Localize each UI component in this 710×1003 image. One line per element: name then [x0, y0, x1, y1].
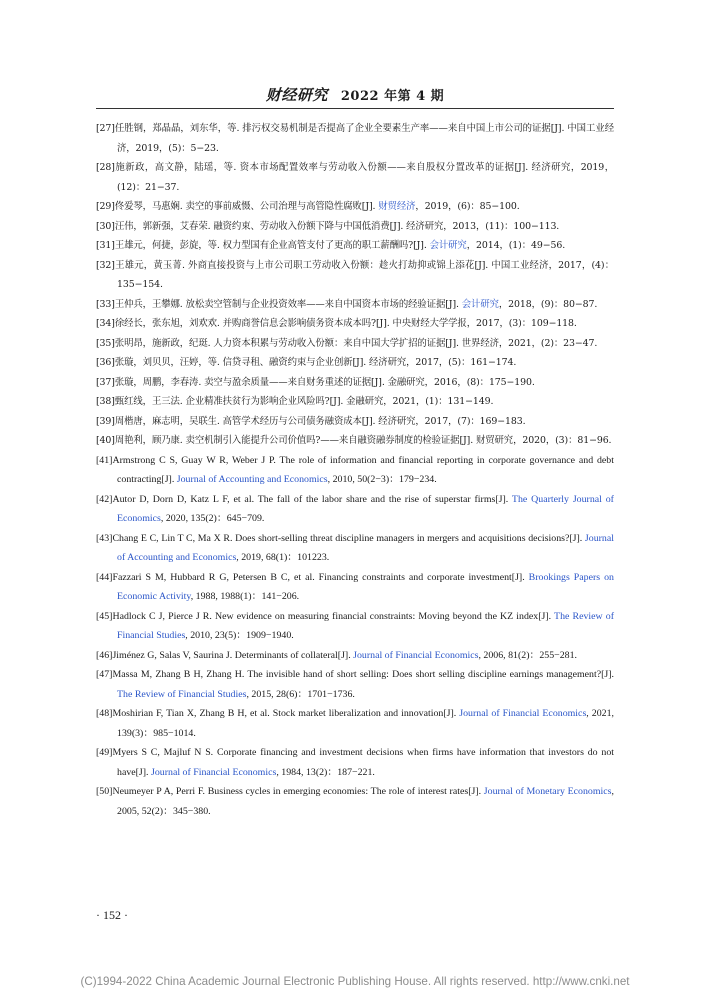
- reference-text: 佟爱琴，马惠娴. 卖空的事前威慑、公司治理与高管隐性腐败[J].: [114, 201, 379, 212]
- journal-link[interactable]: The Review of Financial Studies: [117, 610, 614, 641]
- reference-item: [96, 743, 614, 782]
- reference-citation: , 2010, 50(2−3)：179−234.: [327, 474, 437, 485]
- reference-number: [46]: [96, 649, 113, 661]
- issue-label: 2022 年第 4 期: [340, 89, 445, 104]
- journal-link[interactable]: Journal of Financial Economics: [353, 649, 479, 661]
- journal-name: 财经研究: [265, 86, 328, 104]
- reference-number: [44]: [96, 571, 113, 583]
- reference-number: [37]: [96, 376, 115, 388]
- reference-citation: , 2005, 52(2)：345−380.: [117, 786, 614, 817]
- journal-link[interactable]: Journal of Financial Economics: [151, 766, 277, 778]
- reference-text: 甄红线，王三法. 企业精准扶贫行为影响企业风险吗?[J]. 金融研究，2021，(1)：131−149.: [114, 396, 494, 407]
- reference-number: [42]: [96, 493, 113, 505]
- reference-number: [49]: [96, 747, 113, 758]
- reference-citation: ，2018，(9)：80−87.: [498, 298, 598, 310]
- reference-number: [35]: [96, 337, 115, 349]
- reference-text: Moshirian F, Tian X, Zhang B H, et al. Stock market liberalization and innovation[J].: [112, 708, 460, 719]
- reference-text: 王雄元，黄玉菁. 外商直接投资与上市公司职工劳动收入份额：趁火打劫抑或锦上添花[J]. 中国工业经济，2017，(4)：135−154.: [114, 259, 614, 290]
- reference-item: [96, 119, 614, 158]
- reference-text: 张璇，刘贝贝，汪婷，等. 信贷寻租、融资约束与企业创新[J]. 经济研究，2017，(5)：161−174.: [114, 357, 517, 368]
- reference-item: [96, 665, 614, 704]
- reference-citation: ，2014，(1)：49−56.: [466, 240, 566, 251]
- reference-number: [43]: [96, 532, 113, 544]
- journal-link[interactable]: Journal of Monetary Economics: [483, 786, 612, 797]
- reference-text: 王仲兵，王攀娜. 放松卖空管制与企业投资效率——来自中国资本市场的经验证据[J].: [114, 298, 462, 310]
- reference-number: [39]: [96, 415, 115, 427]
- reference-text: 周楷唐，麻志明，吴联生. 高管学术经历与公司债务融资成本[J]. 经济研究，2017，(7)：169−183.: [114, 415, 526, 427]
- reference-item: [96, 568, 614, 607]
- reference-number: [38]: [96, 396, 115, 407]
- reference-item: [96, 646, 614, 666]
- reference-item: [96, 607, 614, 646]
- reference-text: 汪伟，郭新强，艾春荣. 融资约束、劳动收入份额下降与中国低消费[J]. 经济研究，2013，(11)：100−113.: [114, 220, 560, 232]
- reference-item: [96, 529, 614, 568]
- reference-item: [96, 295, 614, 315]
- reference-text: Hadlock C J, Pierce J R. New evidence on measuring financial constraints: Moving beyond the KZ index[J].: [112, 610, 555, 622]
- reference-text: Myers S C, Majluf N S. Corporate financing and investment decisions when firms have information that investors do not have[J].: [112, 747, 614, 778]
- reference-citation: , 2021, 139(3)：985−1014.: [117, 708, 614, 739]
- reference-number: [48]: [96, 708, 113, 719]
- journal-link[interactable]: Brookings Papers on Economic Activity: [117, 571, 614, 602]
- reference-number: [32]: [96, 259, 115, 271]
- reference-text: 周艳利，顾乃康. 卖空机制引入能提升公司价值吗?——来自融资融券制度的检验证据[J]. 财贸研究，2020，(3)：81−96.: [114, 435, 612, 446]
- reference-text: Chang E C, Lin T C, Ma X R. Does short-selling threat discipline managers in mergers and acquisitions decisions?[J].: [112, 532, 585, 544]
- reference-number: [34]: [96, 318, 115, 329]
- reference-item: [96, 217, 614, 237]
- reference-citation: , 1984, 13(2)：187−221.: [276, 766, 375, 778]
- reference-text: Jiménez G, Salas V, Saurina J. Determinants of collateral[J].: [112, 649, 354, 661]
- reference-text: 任胜钢，郑晶晶，刘东华，等. 排污权交易机制是否提高了企业全要素生产率——来自中国上市公司的证据[J]. 中国工业经济，2019，(5)：5−23.: [114, 123, 614, 154]
- reference-item: [96, 353, 614, 373]
- reference-citation: , 2015, 28(6)：1701−1736.: [246, 688, 355, 700]
- reference-item: [96, 782, 614, 821]
- reference-number: [27]: [96, 123, 115, 134]
- journal-link[interactable]: Journal of Financial Economics: [459, 708, 587, 719]
- reference-number: [30]: [96, 220, 115, 232]
- reference-list: [96, 119, 614, 821]
- reference-item: [96, 197, 614, 217]
- reference-item: [96, 256, 614, 295]
- reference-item: [96, 373, 614, 393]
- journal-link[interactable]: Journal of Accounting and Economics: [117, 532, 614, 563]
- reference-item: [96, 334, 614, 354]
- page-number: · 152 ·: [96, 908, 128, 922]
- reference-text: Massa M, Zhang B H, Zhang H. The invisible hand of short selling: Does short selling discipline earnings management?[J].: [112, 669, 614, 680]
- reference-citation: , 1988, 1988(1)：141−206.: [190, 591, 300, 602]
- reference-citation: , 2019, 68(1)：101223.: [236, 552, 330, 563]
- reference-citation: ，2019，(6)：85−100.: [415, 201, 520, 212]
- reference-text: 张明昂，施新政，纪珽. 人力资本积累与劳动收入份额：来自中国大学扩招的证据[J]. 世界经济，2021，(2)：23−47.: [114, 337, 598, 349]
- journal-link[interactable]: 财贸经济: [378, 201, 416, 212]
- reference-number: [36]: [96, 357, 115, 368]
- reference-item: [96, 412, 614, 432]
- reference-number: [45]: [96, 610, 113, 622]
- reference-citation: , 2020, 135(2)：645−709.: [160, 513, 265, 524]
- reference-number: [28]: [96, 162, 115, 173]
- reference-number: [40]: [96, 435, 115, 446]
- reference-item: [96, 490, 614, 529]
- journal-link[interactable]: 会计研究: [429, 240, 467, 251]
- copyright-footer: (C)1994-2022 China Academic Journal Electronic Publishing House. All rights reserved. http://www.cnki.net: [80, 975, 630, 988]
- reference-text: 施新政，高文静，陆瑶，等. 资本市场配置效率与劳动收入份额——来自股权分置改革的证据[J]. 经济研究，2019，(12)：21−37.: [114, 162, 614, 193]
- journal-link[interactable]: 会计研究: [461, 298, 499, 310]
- header-rule: [96, 108, 614, 109]
- reference-number: [31]: [96, 240, 115, 251]
- reference-text: 王雄元，何捷，彭旋，等. 权力型国有企业高管支付了更高的职工薪酬吗?[J].: [114, 240, 430, 251]
- journal-link[interactable]: The Quarterly Journal of Economics: [117, 493, 614, 524]
- reference-number: [33]: [96, 298, 115, 310]
- reference-item: [96, 236, 614, 256]
- reference-number: [50]: [96, 786, 113, 797]
- running-header: [0, 84, 710, 105]
- reference-item: [96, 704, 614, 743]
- reference-item: [96, 158, 614, 197]
- reference-text: Autor D, Dorn D, Katz L F, et al. The fall of the labor share and the rise of superstar firms[J].: [112, 493, 512, 505]
- reference-item: [96, 392, 614, 412]
- journal-link[interactable]: Journal of Accounting and Economics: [176, 474, 328, 485]
- journal-link[interactable]: The Review of Financial Studies: [117, 688, 247, 700]
- reference-number: [41]: [96, 454, 113, 466]
- reference-text: 张璇，周鹏，李春涛. 卖空与盈余质量——来自财务重述的证据[J]. 金融研究，2016，(8)：175−190.: [114, 376, 535, 388]
- reference-citation: , 2010, 23(5)：1909−1940.: [185, 630, 294, 641]
- reference-number: [47]: [96, 669, 113, 680]
- reference-item: [96, 451, 614, 490]
- reference-citation: , 2006, 81(2)：255−281.: [478, 649, 578, 661]
- reference-text: 徐经长，张东旭，刘欢欢. 并购商誉信息会影响债务资本成本吗?[J]. 中央财经大学学报，2017，(3)：109−118.: [114, 318, 577, 329]
- reference-number: [29]: [96, 201, 115, 212]
- reference-item: [96, 314, 614, 334]
- reference-text: Fazzari S M, Hubbard R G, Petersen B C, et al. Financing constraints and corporate investment[J].: [112, 571, 529, 583]
- reference-item: [96, 431, 614, 451]
- reference-text: Neumeyer P A, Perri F. Business cycles in emerging economies: The role of interest rates[J].: [112, 786, 484, 797]
- reference-text: Armstrong C S, Guay W R, Weber J P. The role of information and financial reporting in corporate governance and debt contracting[J].: [112, 454, 614, 485]
